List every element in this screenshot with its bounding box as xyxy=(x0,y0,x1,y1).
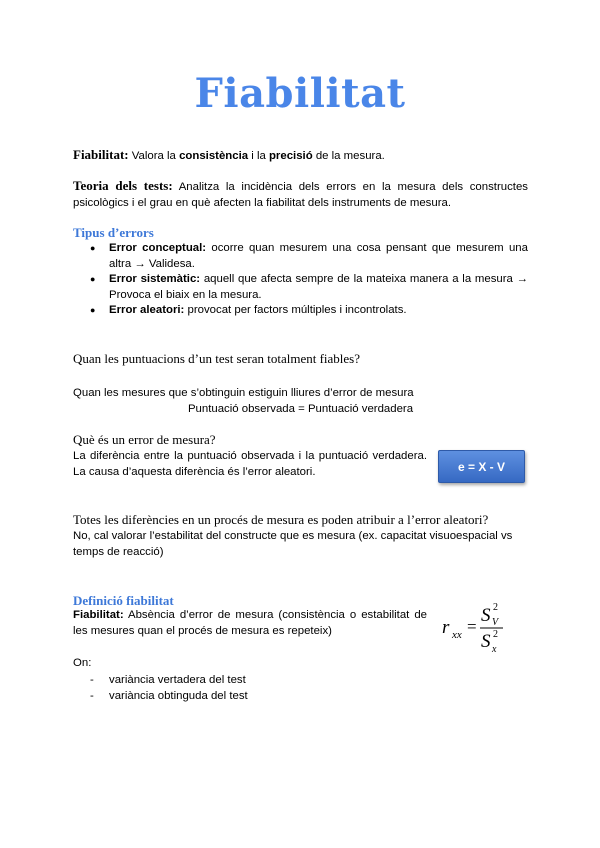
formula-equals: = xyxy=(467,617,477,636)
answer-measurement-error: La diferència entre la puntuació observada i la puntuació verdadera. La causa d’aquesta diferència és l’error aleatori. xyxy=(73,450,427,478)
definition-label: Fiabilitat: xyxy=(73,609,124,621)
reliability-formula xyxy=(440,600,535,656)
intro-label: Fiabilitat: xyxy=(73,147,129,162)
list-item-error-conceptual: ● Error conceptual: ocorre quan mesurem una cosa pensant que mesurem una altra → Validesa. xyxy=(73,241,528,272)
definition-heading: Definició fiabilitat xyxy=(73,593,174,608)
formula-r: r xyxy=(442,617,450,638)
formula-numerator-superscript: 2 xyxy=(493,602,498,613)
formula-denominator-subscript: x xyxy=(492,644,497,655)
theory-paragraph xyxy=(73,178,528,211)
intro-bold-precision: precisió xyxy=(268,150,313,162)
formula-numerator-s: S xyxy=(481,605,491,626)
question-reliable-scores: Quan les puntuacions d’un test seran totalment fiables? xyxy=(73,351,361,366)
intro-text-2: i la xyxy=(248,150,269,162)
intro-text-3: de la mesura. xyxy=(312,150,385,162)
formula-denominator-s: S xyxy=(481,631,491,652)
intro-text-1: Valora la xyxy=(128,150,180,162)
page-title: Fiabilitat xyxy=(194,70,406,117)
answer-reliable-scores: Quan les mesures que s’obtinguin estiguin lliures d’error de mesura xyxy=(73,387,414,399)
error-types-heading: Tipus d’errors xyxy=(73,225,154,240)
equation-observed-true: Puntuació observada = Puntuació verdadera xyxy=(187,403,414,415)
list-item-error-aleatori: ● Error aleatori: provocat per factors múltiples i incontrolats. xyxy=(73,303,528,319)
error-formula-box: e = X - V xyxy=(438,450,525,483)
theory-text: Analitza la incidència dels errors en la mesura dels constructes psicològics i el grau en què afecten la fiabilitat dels instruments de mesura. xyxy=(73,181,528,209)
list-item-observed-variance: - variància obtinguda del test xyxy=(73,689,528,705)
definition-text: Absència d’error de mesura (consistència o estabilitat de les mesures quan el procés de mesura es repeteix) xyxy=(73,609,427,637)
definition-variance-list xyxy=(73,673,528,704)
formula-numerator-subscript: V xyxy=(492,617,499,628)
list-item-error-sistematic: ● Error sistemàtic: aquell que afecta sempre de la mateixa manera a la mesura → Provoca el biaix en la mesura. xyxy=(73,272,528,303)
answer-random-error: No, cal valorar l’estabilitat del constructe que es mesura (ex. capacitat visuoespacial vs temps de reacció) xyxy=(73,530,513,558)
on-label: On: xyxy=(73,657,92,669)
formula-denominator-superscript: 2 xyxy=(493,629,498,640)
question-random-error: Totes les diferències en un procés de mesura es poden atribuir a l’error aleatori? xyxy=(73,512,489,527)
theory-label: Teoria dels tests: xyxy=(73,178,173,193)
question-measurement-error: Què és un error de mesura? xyxy=(73,432,216,447)
error-types-list xyxy=(73,241,528,319)
formula-r-subscript: xx xyxy=(452,629,462,641)
list-item-true-variance: - variància vertadera del test xyxy=(73,673,528,689)
intro-bold-consistency: consistència xyxy=(179,150,249,162)
definition-paragraph xyxy=(73,608,427,639)
intro-paragraph xyxy=(73,147,528,165)
